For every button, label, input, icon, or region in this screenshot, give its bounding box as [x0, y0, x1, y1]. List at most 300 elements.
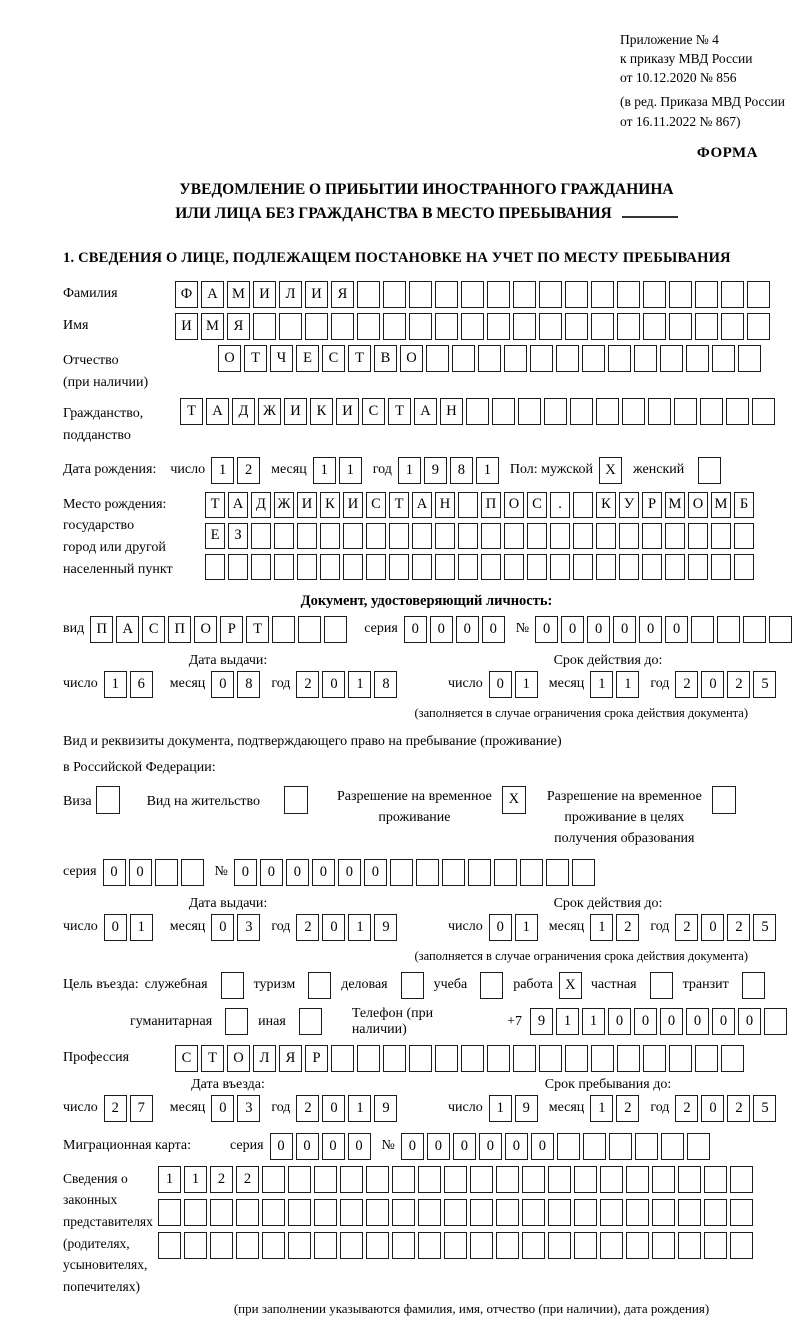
char-box[interactable]: 1	[590, 1095, 613, 1122]
char-box[interactable]	[742, 972, 765, 999]
char-box[interactable]: 8	[374, 671, 397, 698]
char-box[interactable]: Е	[296, 345, 319, 372]
char-box[interactable]	[635, 1133, 658, 1160]
char-box[interactable]: 2	[210, 1166, 233, 1193]
char-box[interactable]	[205, 554, 225, 580]
char-box[interactable]	[634, 345, 657, 372]
char-box[interactable]	[366, 523, 386, 549]
char-box[interactable]	[712, 345, 735, 372]
char-box[interactable]: М	[711, 492, 731, 518]
char-box[interactable]	[539, 1045, 562, 1072]
char-box[interactable]	[442, 859, 465, 886]
char-box[interactable]: 0	[505, 1133, 528, 1160]
char-box[interactable]	[324, 616, 347, 643]
char-box[interactable]	[468, 859, 491, 886]
char-box[interactable]	[504, 554, 524, 580]
char-box[interactable]: 0	[535, 616, 558, 643]
char-box[interactable]: 0	[665, 616, 688, 643]
char-box[interactable]: О	[218, 345, 241, 372]
char-box[interactable]: 1	[339, 457, 362, 484]
char-box[interactable]	[392, 1166, 415, 1193]
char-box[interactable]	[314, 1166, 337, 1193]
char-box[interactable]: 1	[476, 457, 499, 484]
char-box[interactable]: 0	[427, 1133, 450, 1160]
char-box[interactable]	[320, 554, 340, 580]
char-box[interactable]	[435, 313, 458, 340]
char-box[interactable]	[550, 554, 570, 580]
doc-kind-input[interactable]	[90, 616, 350, 643]
char-box[interactable]	[504, 345, 527, 372]
char-box[interactable]	[262, 1232, 285, 1259]
char-box[interactable]: 3	[237, 914, 260, 941]
char-box[interactable]	[357, 281, 380, 308]
char-box[interactable]	[288, 1199, 311, 1226]
birthplace-row3-input[interactable]	[205, 554, 757, 580]
char-box[interactable]	[357, 313, 380, 340]
char-box[interactable]: 2	[675, 671, 698, 698]
char-box[interactable]	[622, 398, 645, 425]
char-box[interactable]	[458, 523, 478, 549]
char-box[interactable]: Т	[201, 1045, 224, 1072]
char-box[interactable]	[738, 345, 761, 372]
char-box[interactable]: 0	[322, 1095, 345, 1122]
char-box[interactable]	[544, 398, 567, 425]
char-box[interactable]: А	[412, 492, 432, 518]
char-box[interactable]	[565, 281, 588, 308]
char-box[interactable]	[236, 1199, 259, 1226]
char-box[interactable]	[747, 313, 770, 340]
char-box[interactable]	[466, 398, 489, 425]
char-box[interactable]	[695, 1045, 718, 1072]
char-box[interactable]	[678, 1166, 701, 1193]
char-box[interactable]	[698, 457, 721, 484]
char-box[interactable]	[253, 313, 276, 340]
birthplace-row1-input[interactable]	[205, 492, 757, 518]
char-box[interactable]	[314, 1199, 337, 1226]
char-box[interactable]: Т	[348, 345, 371, 372]
purpose-tourism-checkbox[interactable]	[308, 972, 334, 999]
char-box[interactable]: 0	[401, 1133, 424, 1160]
char-box[interactable]	[458, 492, 478, 518]
char-box[interactable]	[409, 313, 432, 340]
entry-month-input[interactable]	[211, 1095, 263, 1122]
char-box[interactable]: 7	[130, 1095, 153, 1122]
char-box[interactable]	[340, 1166, 363, 1193]
char-box[interactable]	[520, 859, 543, 886]
temp-permit-checkbox[interactable]	[502, 786, 529, 814]
char-box[interactable]: X	[599, 457, 622, 484]
stay-year-input[interactable]	[675, 1095, 779, 1122]
char-box[interactable]: О	[194, 616, 217, 643]
char-box[interactable]	[642, 554, 662, 580]
char-box[interactable]: Т	[389, 492, 409, 518]
char-box[interactable]	[661, 1133, 684, 1160]
char-box[interactable]	[155, 859, 178, 886]
char-box[interactable]: 2	[727, 1095, 750, 1122]
char-box[interactable]	[435, 554, 455, 580]
char-box[interactable]	[487, 1045, 510, 1072]
char-box[interactable]	[452, 345, 475, 372]
char-box[interactable]	[389, 554, 409, 580]
char-box[interactable]: 9	[515, 1095, 538, 1122]
char-box[interactable]: Р	[220, 616, 243, 643]
char-box[interactable]	[721, 281, 744, 308]
char-box[interactable]: Т	[180, 398, 203, 425]
char-box[interactable]: 1	[398, 457, 421, 484]
char-box[interactable]: А	[116, 616, 139, 643]
char-box[interactable]	[712, 786, 736, 814]
char-box[interactable]: У	[619, 492, 639, 518]
char-box[interactable]	[383, 1045, 406, 1072]
char-box[interactable]: X	[559, 972, 582, 999]
char-box[interactable]	[158, 1199, 181, 1226]
purpose-transit-checkbox[interactable]	[742, 972, 768, 999]
char-box[interactable]	[496, 1166, 519, 1193]
char-box[interactable]	[527, 523, 547, 549]
char-box[interactable]	[596, 554, 616, 580]
char-box[interactable]	[288, 1166, 311, 1193]
entry-year-input[interactable]	[296, 1095, 400, 1122]
char-box[interactable]	[308, 972, 331, 999]
char-box[interactable]	[522, 1232, 545, 1259]
char-box[interactable]	[418, 1166, 441, 1193]
char-box[interactable]	[274, 554, 294, 580]
char-box[interactable]: Т	[388, 398, 411, 425]
char-box[interactable]	[704, 1166, 727, 1193]
char-box[interactable]	[730, 1199, 753, 1226]
char-box[interactable]	[619, 523, 639, 549]
char-box[interactable]: П	[481, 492, 501, 518]
doc-number-input[interactable]	[535, 616, 795, 643]
char-box[interactable]	[181, 859, 204, 886]
char-box[interactable]	[626, 1232, 649, 1259]
migration-number-input[interactable]	[401, 1133, 713, 1160]
char-box[interactable]: К	[596, 492, 616, 518]
birthplace-row2-input[interactable]	[205, 523, 757, 549]
char-box[interactable]	[513, 1045, 536, 1072]
char-box[interactable]: Я	[279, 1045, 302, 1072]
char-box[interactable]: 0	[489, 671, 512, 698]
char-box[interactable]: 0	[211, 671, 234, 698]
char-box[interactable]	[650, 972, 673, 999]
permit-valid-day-input[interactable]	[489, 914, 541, 941]
char-box[interactable]: Ж	[274, 492, 294, 518]
char-box[interactable]	[494, 859, 517, 886]
char-box[interactable]: 9	[374, 1095, 397, 1122]
char-box[interactable]: .	[550, 492, 570, 518]
permit-number-input[interactable]	[234, 859, 598, 886]
char-box[interactable]: И	[297, 492, 317, 518]
char-box[interactable]	[573, 492, 593, 518]
char-box[interactable]	[591, 281, 614, 308]
char-box[interactable]	[643, 313, 666, 340]
char-box[interactable]: 0	[296, 1133, 319, 1160]
char-box[interactable]	[669, 281, 692, 308]
char-box[interactable]: М	[227, 281, 250, 308]
char-box[interactable]: 0	[312, 859, 335, 886]
char-box[interactable]: 2	[236, 1166, 259, 1193]
char-box[interactable]	[461, 313, 484, 340]
char-box[interactable]	[262, 1166, 285, 1193]
char-box[interactable]	[652, 1199, 675, 1226]
char-box[interactable]	[412, 523, 432, 549]
char-box[interactable]	[730, 1232, 753, 1259]
char-box[interactable]	[747, 281, 770, 308]
char-box[interactable]	[686, 345, 709, 372]
char-box[interactable]	[648, 398, 671, 425]
purpose-other-checkbox[interactable]	[299, 1008, 325, 1035]
char-box[interactable]	[262, 1199, 285, 1226]
char-box[interactable]	[557, 1133, 580, 1160]
char-box[interactable]	[210, 1199, 233, 1226]
char-box[interactable]	[711, 554, 731, 580]
char-box[interactable]	[444, 1166, 467, 1193]
birth-month-input[interactable]	[313, 457, 365, 484]
char-box[interactable]	[764, 1008, 787, 1035]
char-box[interactable]	[711, 523, 731, 549]
char-box[interactable]	[695, 281, 718, 308]
char-box[interactable]	[210, 1232, 233, 1259]
surname-input[interactable]	[175, 281, 773, 308]
char-box[interactable]	[572, 859, 595, 886]
char-box[interactable]	[573, 523, 593, 549]
char-box[interactable]: 0	[686, 1008, 709, 1035]
char-box[interactable]: 2	[237, 457, 260, 484]
char-box[interactable]	[704, 1199, 727, 1226]
char-box[interactable]	[320, 523, 340, 549]
char-box[interactable]: 1	[582, 1008, 605, 1035]
char-box[interactable]: 2	[727, 671, 750, 698]
stay-month-input[interactable]	[590, 1095, 642, 1122]
permit-valid-year-input[interactable]	[675, 914, 779, 941]
char-box[interactable]	[158, 1232, 181, 1259]
char-box[interactable]	[426, 345, 449, 372]
char-box[interactable]: И	[343, 492, 363, 518]
purpose-private-checkbox[interactable]	[650, 972, 676, 999]
char-box[interactable]	[678, 1199, 701, 1226]
char-box[interactable]	[721, 1045, 744, 1072]
char-box[interactable]	[591, 1045, 614, 1072]
char-box[interactable]	[496, 1199, 519, 1226]
char-box[interactable]	[274, 523, 294, 549]
char-box[interactable]: 0	[286, 859, 309, 886]
char-box[interactable]: О	[400, 345, 423, 372]
char-box[interactable]	[574, 1232, 597, 1259]
char-box[interactable]: Ж	[258, 398, 281, 425]
legal-rep-row3-input[interactable]	[158, 1232, 756, 1259]
doc-valid-year-input[interactable]	[675, 671, 779, 698]
char-box[interactable]	[573, 554, 593, 580]
char-box[interactable]	[366, 1199, 389, 1226]
char-box[interactable]: 0	[129, 859, 152, 886]
char-box[interactable]: 0	[234, 859, 257, 886]
char-box[interactable]	[600, 1232, 623, 1259]
char-box[interactable]	[669, 1045, 692, 1072]
permit-issue-year-input[interactable]	[296, 914, 400, 941]
char-box[interactable]: 1	[184, 1166, 207, 1193]
char-box[interactable]	[228, 554, 248, 580]
char-box[interactable]: Т	[246, 616, 269, 643]
char-box[interactable]: С	[366, 492, 386, 518]
char-box[interactable]	[297, 554, 317, 580]
char-box[interactable]	[550, 523, 570, 549]
char-box[interactable]: 2	[616, 914, 639, 941]
char-box[interactable]: 1	[515, 671, 538, 698]
char-box[interactable]: Н	[435, 492, 455, 518]
char-box[interactable]	[409, 1045, 432, 1072]
char-box[interactable]	[643, 281, 666, 308]
char-box[interactable]	[600, 1199, 623, 1226]
char-box[interactable]: 0	[260, 859, 283, 886]
char-box[interactable]: Д	[251, 492, 271, 518]
char-box[interactable]	[184, 1232, 207, 1259]
char-box[interactable]	[691, 616, 714, 643]
char-box[interactable]: 1	[515, 914, 538, 941]
char-box[interactable]	[608, 345, 631, 372]
char-box[interactable]: С	[142, 616, 165, 643]
doc-series-input[interactable]	[404, 616, 508, 643]
char-box[interactable]	[570, 398, 593, 425]
char-box[interactable]	[730, 1166, 753, 1193]
char-box[interactable]: О	[688, 492, 708, 518]
char-box[interactable]	[617, 1045, 640, 1072]
char-box[interactable]	[665, 554, 685, 580]
char-box[interactable]	[444, 1232, 467, 1259]
char-box[interactable]	[284, 786, 308, 814]
char-box[interactable]: 0	[482, 616, 505, 643]
char-box[interactable]: 0	[738, 1008, 761, 1035]
char-box[interactable]	[769, 616, 792, 643]
char-box[interactable]	[669, 313, 692, 340]
char-box[interactable]	[743, 616, 766, 643]
doc-valid-month-input[interactable]	[590, 671, 642, 698]
char-box[interactable]	[416, 859, 439, 886]
char-box[interactable]: 0	[613, 616, 636, 643]
char-box[interactable]	[665, 523, 685, 549]
char-box[interactable]	[470, 1232, 493, 1259]
char-box[interactable]: В	[374, 345, 397, 372]
char-box[interactable]: 0	[561, 616, 584, 643]
char-box[interactable]: К	[320, 492, 340, 518]
char-box[interactable]: 5	[753, 671, 776, 698]
char-box[interactable]	[444, 1199, 467, 1226]
char-box[interactable]	[548, 1199, 571, 1226]
char-box[interactable]: 0	[404, 616, 427, 643]
char-box[interactable]	[272, 616, 295, 643]
char-box[interactable]: Т	[244, 345, 267, 372]
char-box[interactable]	[481, 554, 501, 580]
char-box[interactable]: 0	[701, 914, 724, 941]
char-box[interactable]: А	[201, 281, 224, 308]
char-box[interactable]	[652, 1166, 675, 1193]
char-box[interactable]	[225, 1008, 248, 1035]
char-box[interactable]	[674, 398, 697, 425]
char-box[interactable]	[704, 1232, 727, 1259]
patronymic-input[interactable]	[218, 345, 764, 372]
char-box[interactable]: Б	[734, 492, 754, 518]
char-box[interactable]	[392, 1199, 415, 1226]
char-box[interactable]: М	[665, 492, 685, 518]
char-box[interactable]: Е	[205, 523, 225, 549]
char-box[interactable]	[565, 1045, 588, 1072]
char-box[interactable]: Ф	[175, 281, 198, 308]
char-box[interactable]: 5	[753, 914, 776, 941]
char-box[interactable]: П	[90, 616, 113, 643]
char-box[interactable]	[752, 398, 775, 425]
char-box[interactable]: 0	[456, 616, 479, 643]
char-box[interactable]: 0	[489, 914, 512, 941]
char-box[interactable]: 0	[634, 1008, 657, 1035]
char-box[interactable]: 5	[753, 1095, 776, 1122]
char-box[interactable]	[340, 1199, 363, 1226]
char-box[interactable]	[565, 313, 588, 340]
char-box[interactable]: 0	[701, 671, 724, 698]
char-box[interactable]: 0	[364, 859, 387, 886]
char-box[interactable]	[660, 345, 683, 372]
char-box[interactable]: Д	[232, 398, 255, 425]
char-box[interactable]	[596, 523, 616, 549]
char-box[interactable]	[574, 1199, 597, 1226]
char-box[interactable]	[470, 1199, 493, 1226]
phone-input[interactable]	[530, 1008, 790, 1035]
char-box[interactable]	[184, 1199, 207, 1226]
char-box[interactable]	[522, 1166, 545, 1193]
char-box[interactable]: П	[168, 616, 191, 643]
char-box[interactable]	[617, 281, 640, 308]
char-box[interactable]: Р	[642, 492, 662, 518]
char-box[interactable]	[652, 1232, 675, 1259]
char-box[interactable]: 1	[348, 1095, 371, 1122]
migration-series-input[interactable]	[270, 1133, 374, 1160]
char-box[interactable]: 0	[430, 616, 453, 643]
char-box[interactable]	[299, 1008, 322, 1035]
char-box[interactable]: 9	[374, 914, 397, 941]
char-box[interactable]: 2	[104, 1095, 127, 1122]
edu-permit-checkbox[interactable]	[712, 786, 739, 814]
char-box[interactable]	[717, 616, 740, 643]
char-box[interactable]: 1	[158, 1166, 181, 1193]
char-box[interactable]	[298, 616, 321, 643]
char-box[interactable]: 9	[424, 457, 447, 484]
legal-rep-row1-input[interactable]	[158, 1166, 756, 1193]
stay-day-input[interactable]	[489, 1095, 541, 1122]
char-box[interactable]: 0	[587, 616, 610, 643]
char-box[interactable]: 0	[322, 671, 345, 698]
sex-female-checkbox[interactable]	[698, 457, 724, 484]
citizenship-input[interactable]	[180, 398, 778, 425]
char-box[interactable]	[721, 313, 744, 340]
char-box[interactable]: М	[201, 313, 224, 340]
char-box[interactable]	[478, 345, 501, 372]
char-box[interactable]	[688, 523, 708, 549]
char-box[interactable]	[305, 313, 328, 340]
char-box[interactable]: 1	[348, 671, 371, 698]
char-box[interactable]	[556, 345, 579, 372]
permit-issue-month-input[interactable]	[211, 914, 263, 941]
char-box[interactable]	[487, 281, 510, 308]
char-box[interactable]: 2	[296, 671, 319, 698]
char-box[interactable]	[383, 281, 406, 308]
char-box[interactable]: 0	[660, 1008, 683, 1035]
char-box[interactable]	[492, 398, 515, 425]
char-box[interactable]	[470, 1166, 493, 1193]
char-box[interactable]: К	[310, 398, 333, 425]
char-box[interactable]: З	[228, 523, 248, 549]
char-box[interactable]	[539, 281, 562, 308]
char-box[interactable]	[539, 313, 562, 340]
char-box[interactable]: 2	[727, 914, 750, 941]
char-box[interactable]: Я	[227, 313, 250, 340]
